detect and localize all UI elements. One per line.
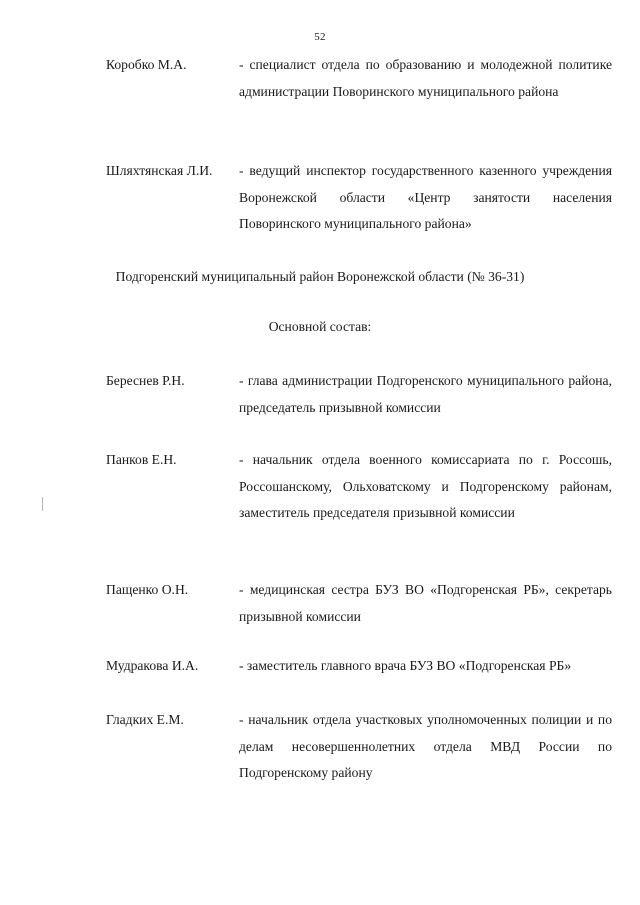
commission-entry-korobko	[106, 52, 612, 105]
member-description: - начальник отдела военного комиссариата по г. Россошь, Россошанскому, Ольховатскому и Подгоренскому районам, заместитель председателя призывной комиссии	[239, 452, 612, 520]
commission-entry-pankov	[106, 447, 612, 527]
member-name: Мудракова И.А.	[106, 658, 199, 673]
member-name: Береснев Р.Н.	[106, 373, 185, 388]
member-name: Пащенко О.Н.	[106, 582, 189, 597]
member-name: Гладких Е.М.	[106, 712, 184, 727]
member-description: - ведущий инспектор государственного казенного учреждения Воронежской области «Центр занятости населения Поворинского муниципального района»	[239, 163, 612, 231]
member-description: - глава администрации Подгоренского муниципального района, председатель призывной комиссии	[239, 373, 612, 415]
commission-entry-beresnev	[106, 368, 612, 421]
member-description: - медицинская сестра БУЗ ВО «Подгоренская РБ», секретарь призывной комиссии	[239, 582, 612, 624]
member-name: Коробко М.А.	[106, 57, 187, 72]
member-description: - начальник отдела участковых уполномоченных полиции и по делам несовершеннолетних отдела МВД России по Подгоренскому району	[239, 712, 612, 780]
member-name: Шляхтянская Л.И.	[106, 163, 213, 178]
commission-entry-mudrakova	[106, 653, 612, 680]
district-heading: Подгоренский муниципальный район Воронежской области (№ 36-31)	[115, 269, 525, 284]
scan-mark	[42, 497, 43, 511]
commission-entry-pashchenko	[106, 577, 612, 630]
member-name: Панков Е.Н.	[106, 452, 177, 467]
page-number: 52	[314, 31, 326, 43]
commission-entry-shlyakhtyanskaya	[106, 158, 612, 238]
section-heading: Основной состав:	[268, 319, 372, 334]
commission-entry-gladkikh	[106, 707, 612, 787]
member-description: - специалист отдела по образованию и молодежной политике администрации Поворинского муниципального района	[239, 57, 612, 99]
member-description: - заместитель главного врача БУЗ ВО «Подгоренская РБ»	[239, 658, 572, 673]
